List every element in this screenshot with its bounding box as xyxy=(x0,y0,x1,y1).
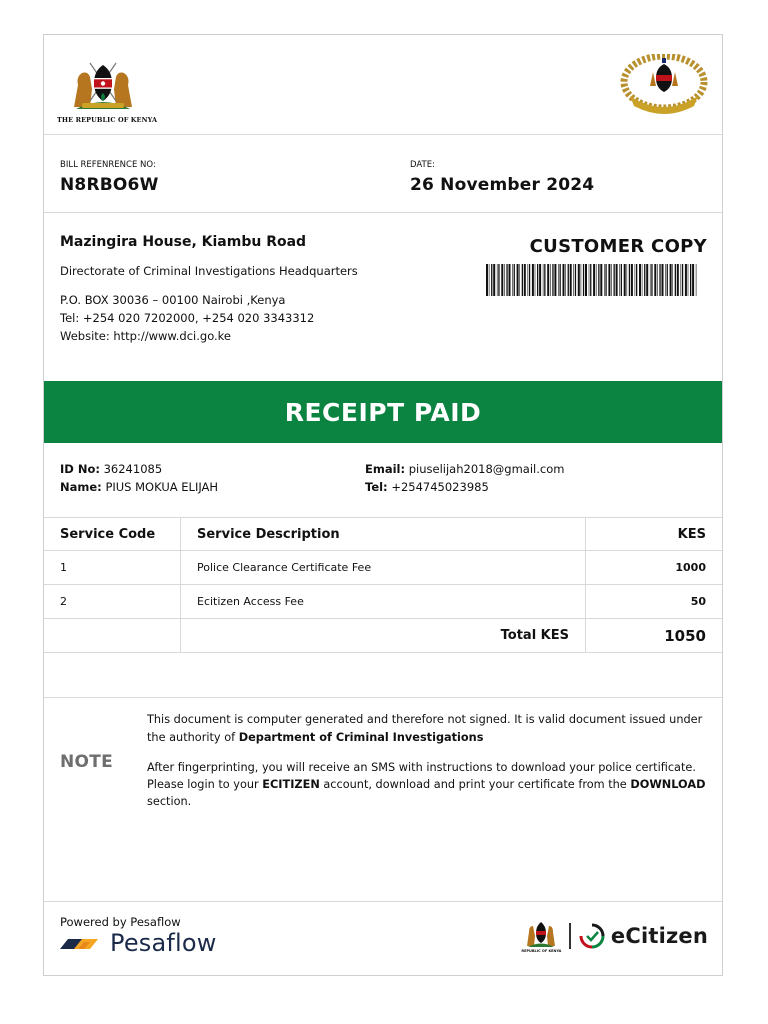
barcode-bar xyxy=(605,264,606,296)
coat-caption: THE REPUBLIC OF KENYA xyxy=(57,116,158,124)
date-label: DATE: xyxy=(410,160,435,170)
barcode-bar xyxy=(558,264,559,296)
barcode-bar xyxy=(489,264,490,296)
customer-copy-label: CUSTOMER COPY xyxy=(529,236,707,257)
ecitizen-logo xyxy=(521,918,708,953)
barcode-bar xyxy=(491,264,492,296)
total-row xyxy=(44,619,722,653)
barcode-bar xyxy=(486,264,488,296)
customer-tel xyxy=(365,480,489,494)
note-paragraph-2: After fingerprinting, you will receive an SMS with instructions to download your police certificate. Please login to your ECITIZEN account, download and print your certificate from the DOWNLOAD section. xyxy=(147,761,706,808)
barcode-bar xyxy=(657,264,658,296)
barcode-bar xyxy=(696,264,697,296)
pesaflow-logo-icon xyxy=(58,933,100,953)
logo-divider xyxy=(569,923,571,949)
table-row xyxy=(44,585,722,619)
total-value: 1050 xyxy=(586,619,723,653)
barcode-bar xyxy=(627,264,628,296)
barcode-bar xyxy=(514,264,515,296)
barcode-bar xyxy=(677,264,679,296)
barcode-bar xyxy=(585,264,587,296)
barcode-bar xyxy=(529,264,530,296)
pesaflow-wordmark: Pesaflow xyxy=(110,929,217,957)
barcode-bar xyxy=(690,264,691,296)
barcode-bar xyxy=(631,264,633,296)
row-amount: 1000 xyxy=(586,551,723,585)
barcode-bar xyxy=(692,264,694,296)
barcode-bar xyxy=(672,264,673,296)
barcode-bar xyxy=(575,264,576,296)
customer-name xyxy=(60,480,218,494)
email-value: piuselijah2018@gmail.com xyxy=(408,462,565,476)
barcode-bar xyxy=(550,264,551,296)
address-org: Directorate of Criminal Investigations Headquarters xyxy=(60,264,358,278)
tel-value: +254745023985 xyxy=(391,480,489,494)
barcode-bar xyxy=(619,264,620,296)
name-label: Name: xyxy=(60,480,102,494)
ecitizen-keyword: ECITIZEN xyxy=(262,778,320,791)
barcode-bar xyxy=(504,264,505,296)
barcode-bar xyxy=(554,264,556,296)
name-value: PIUS MOKUA ELIJAH xyxy=(105,480,219,494)
barcode-bar xyxy=(665,264,666,296)
row-code: 1 xyxy=(44,551,181,585)
address-po-box: P.O. BOX 30036 – 00100 Nairobi ,Kenya xyxy=(60,293,286,307)
barcode-bar xyxy=(498,264,499,296)
table-row xyxy=(44,551,722,585)
total-label: Total KES xyxy=(181,619,586,653)
barcode-bar xyxy=(537,264,538,296)
row-code: 2 xyxy=(44,585,181,619)
barcode-bar xyxy=(614,264,615,296)
barcode-bar xyxy=(598,264,599,296)
barcode-bar xyxy=(570,264,572,296)
barcode-bar xyxy=(560,264,561,296)
barcode-bar xyxy=(532,264,534,296)
coat-of-arms-logo xyxy=(57,55,158,124)
barcode-bar xyxy=(642,264,643,296)
row-description: Ecitizen Access Fee xyxy=(181,585,586,619)
barcode-bar xyxy=(604,264,605,296)
customer-email xyxy=(365,462,564,476)
barcode-bar xyxy=(578,264,580,296)
barcode-bar xyxy=(629,264,630,296)
barcode-bar xyxy=(600,264,602,296)
barcode-bar xyxy=(675,264,676,296)
kenya-coat-of-arms-small-icon xyxy=(524,918,558,948)
barcode-bar xyxy=(654,264,656,296)
barcode-bar xyxy=(682,264,683,296)
barcode-bar xyxy=(509,264,511,296)
ecitizen-caption: REPUBLIC OF KENYA xyxy=(521,949,562,953)
barcode-bar xyxy=(544,264,545,296)
barcode-bar xyxy=(573,264,574,296)
receipt-status-banner: RECEIPT PAID xyxy=(44,381,722,443)
barcode-bar xyxy=(636,264,637,296)
date-value: 26 November 2024 xyxy=(410,175,595,195)
address-title: Mazingira House, Kiambu Road xyxy=(60,234,307,250)
bill-reference-label: BILL REFENRENCE NO: xyxy=(60,160,156,170)
barcode-bar xyxy=(519,264,520,296)
barcode-bar xyxy=(685,264,687,296)
kenya-coat-of-arms-icon xyxy=(70,55,136,111)
header-kes: KES xyxy=(586,518,723,551)
barcode-bar xyxy=(522,264,523,296)
barcode-bar xyxy=(593,264,595,296)
address-website: Website: http://www.dci.go.ke xyxy=(60,329,232,343)
barcode-bar xyxy=(543,264,544,296)
header-service-description: Service Description xyxy=(181,518,586,551)
barcode-bar xyxy=(670,264,672,296)
table-header-row xyxy=(44,518,722,551)
barcode-bar xyxy=(659,264,660,296)
barcode-bar xyxy=(611,264,612,296)
note-label: NOTE xyxy=(60,752,114,772)
barcode-bar xyxy=(565,264,566,296)
barcode-bar xyxy=(681,264,682,296)
row-amount: 50 xyxy=(586,585,723,619)
barcode-bar xyxy=(524,264,526,296)
barcode-bar xyxy=(646,264,648,296)
address-tel: Tel: +254 020 7202000, +254 020 3343312 xyxy=(60,311,315,325)
download-keyword: DOWNLOAD xyxy=(630,778,706,791)
barcode-bar xyxy=(650,264,651,296)
id-label: ID No: xyxy=(60,462,100,476)
barcode-bar xyxy=(581,264,582,296)
header-service-code: Service Code xyxy=(44,518,181,551)
barcode-bar xyxy=(662,264,664,296)
note-paragraph-1: This document is computer generated and therefore not signed. It is valid document issued under the authority of Department of Criminal Investigations xyxy=(147,713,703,744)
receipt xyxy=(43,34,723,976)
barcode-bar xyxy=(552,264,553,296)
barcode-bar xyxy=(497,264,498,296)
national-police-service-badge-icon xyxy=(620,54,708,114)
barcode-bar xyxy=(639,264,641,296)
barcode-bar xyxy=(583,264,584,296)
pesaflow-logo xyxy=(58,929,217,957)
email-label: Email: xyxy=(365,462,406,476)
barcode-bar xyxy=(506,264,507,296)
tel-label: Tel: xyxy=(365,480,388,494)
ecitizen-logo-icon xyxy=(579,923,605,949)
barcode-bar xyxy=(563,264,565,296)
authority-name: Department of Criminal Investigations xyxy=(238,731,484,744)
services-table xyxy=(44,517,722,653)
barcode-bar xyxy=(651,264,652,296)
barcode-bar xyxy=(512,264,513,296)
ecitizen-wordmark: eCitizen xyxy=(610,923,708,948)
barcode-bar xyxy=(590,264,591,296)
barcode-bar xyxy=(547,264,549,296)
barcode-bar xyxy=(667,264,668,296)
barcode-bar xyxy=(589,264,590,296)
barcode-bar xyxy=(568,264,569,296)
barcode-bar xyxy=(616,264,618,296)
barcode-bar xyxy=(528,264,529,296)
customer-id xyxy=(60,462,162,476)
barcode-bar xyxy=(493,264,495,296)
barcode-bar xyxy=(535,264,536,296)
bill-reference-value: N8RBO6W xyxy=(60,175,159,195)
barcode-bar xyxy=(517,264,519,296)
barcode-bar xyxy=(621,264,622,296)
id-value: 36241085 xyxy=(103,462,163,476)
barcode-bar xyxy=(539,264,541,296)
barcode-bar xyxy=(624,264,626,296)
barcode-bar xyxy=(608,264,610,296)
barcode-bar xyxy=(501,264,503,296)
barcode-bar xyxy=(688,264,689,296)
powered-by-text: Powered by Pesaflow xyxy=(60,915,181,929)
barcode-icon xyxy=(486,264,699,296)
barcode-bar xyxy=(596,264,597,296)
row-description: Police Clearance Certificate Fee xyxy=(181,551,586,585)
barcode-bar xyxy=(644,264,645,296)
barcode-bar xyxy=(635,264,636,296)
